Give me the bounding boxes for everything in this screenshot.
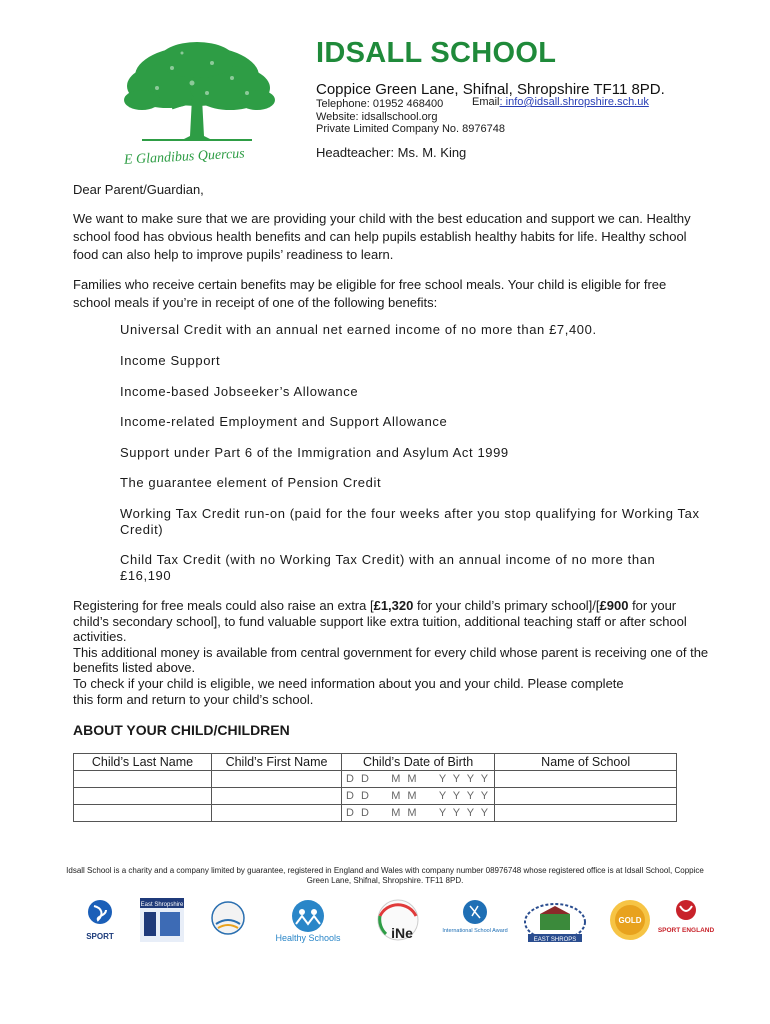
table-header-row [74,754,677,771]
bullet-icon [96,414,120,430]
international-school-award-badge-icon [442,898,508,942]
bullet-icon [96,506,120,538]
last-name-field[interactable] [74,771,212,788]
sport-badge-icon [82,898,118,942]
svg-text:EAST SHROPS: EAST SHROPS [533,937,577,943]
letter-paragraph-4: this form and return to your child’s school. [73,692,314,707]
email-label: Email [472,96,500,108]
svg-text:SPORT ENGLAND: SPORT ENGLAND [657,927,715,934]
table-row [74,788,677,805]
school-telephone: Telephone: 01952 468400 [316,98,444,110]
last-name-field[interactable] [74,805,212,822]
secondary-amount: £900 [599,598,629,613]
east-shropshire-badge-icon [140,898,184,942]
sport-england-badge-icon [657,898,715,942]
first-name-field[interactable] [212,771,342,788]
bullet-icon [96,552,120,584]
header-last-name: Child’s Last Name [74,754,212,771]
benefit-item: Universal Credit with an annual net earned income of no more than £7,400. [96,322,700,338]
letter-paragraph-2: Families who receive certain benefits may be eligible for free school meals. Your child is eligible for free school meals if you’re in receipt of one of the following benefits: [73,277,667,310]
date-of-birth-field[interactable]: D D M M Y Y Y Y [342,788,495,805]
bullet-icon [96,353,120,369]
school-email [472,96,649,108]
footer-charity-note: Idsall School is a charity and a company limited by guarantee, registered in England and Wales with company number 08976748 whose registered office is at Idsall School, Coppice Green Lane, Shifnal, Shropshire. TF11 8PD. [66,866,704,885]
bullet-icon [96,445,120,461]
children-section-title: ABOUT YOUR CHILD/CHILDREN [73,722,290,738]
header-school-name: Name of School [495,754,677,771]
bullet-icon [96,384,120,400]
school-name-field[interactable] [495,788,677,805]
letter-paragraph-3: Registering for free meals could also raise an extra [£1,320 for your child’s primary school]/[£900 for your child’s secondary school], to fund valuable support like extra tuition, additional teaching staff or after school activities. This additional money is available from central government for every child whose parent is receiving one of the benefits listed above. To check if your child is eligible, we need information about you and your child. Please complete [73,598,709,691]
bullet-icon [96,475,120,491]
date-of-birth-field[interactable]: D D M M Y Y Y Y [342,805,495,822]
ine-badge-icon [368,898,428,942]
svg-text:Healthy Schools: Healthy Schools [275,933,341,943]
svg-text:GOLD: GOLD [618,916,642,925]
date-of-birth-field[interactable]: D D M M Y Y Y Y [342,771,495,788]
headteacher: Headteacher: Ms. M. King [316,145,467,160]
email-link[interactable]: : info@idsall.shropshire.sch.uk [499,96,649,108]
table-row [74,805,677,822]
accreditation-badges [70,898,715,944]
school-name-field[interactable] [495,771,677,788]
letter-paragraph-1: We want to make sure that we are providing your child with the best education and support we can. Healthy school food has obvious health benefits and can help pupils establish healthy habits for life. Healthy school food can also help to improve pupils’ readiness to learn. [73,211,691,262]
svg-text:iNe: iNe [391,925,413,941]
header-date-of-birth: Child’s Date of Birth [342,754,495,771]
school-address: Coppice Green Lane, Shifnal, Shropshire TF11 8PD. [316,81,665,98]
first-name-field[interactable] [212,788,342,805]
benefit-item: Income-related Employment and Support Allowance [96,414,700,430]
benefit-item: Working Tax Credit run-on (paid for the four weeks after you stop qualifying for Working Tax Credit) [96,506,700,538]
benefit-item: Support under Part 6 of the Immigration and Asylum Act 1999 [96,445,700,461]
company-number: Private Limited Company No. 8976748 [316,123,505,135]
school-name-field[interactable] [495,805,677,822]
logo-motto: E Glandibus Quercus [123,146,246,168]
svg-text:SPORT: SPORT [86,932,114,941]
letter-greeting: Dear Parent/Guardian, [73,182,204,197]
school-website: Website: idsallschool.org [316,111,438,123]
benefit-item: Income Support [96,353,700,369]
school-oak-tree-logo [112,38,282,168]
benefit-item: The guarantee element of Pension Credit [96,475,700,491]
last-name-field[interactable] [74,788,212,805]
svg-text:East Shropshire: East Shropshire [140,902,184,908]
primary-amount: £1,320 [373,598,414,613]
benefit-item: Income-based Jobseeker’s Allowance [96,384,700,400]
svg-text:International School Award: International School Award [442,928,508,934]
east-shrops-school-badge-icon [522,898,588,942]
circular-crest-badge-icon [210,898,246,942]
bullet-icon [96,322,120,338]
header-first-name: Child’s First Name [212,754,342,771]
school-name: IDSALL SCHOOL [316,37,557,69]
children-table [73,753,677,822]
benefit-item: Child Tax Credit (with no Working Tax Credit) with an annual income of no more than £16,190 [96,552,700,584]
healthy-schools-badge-icon [266,898,350,942]
table-row [74,771,677,788]
first-name-field[interactable] [212,805,342,822]
school-games-gold-badge-icon [608,898,652,942]
